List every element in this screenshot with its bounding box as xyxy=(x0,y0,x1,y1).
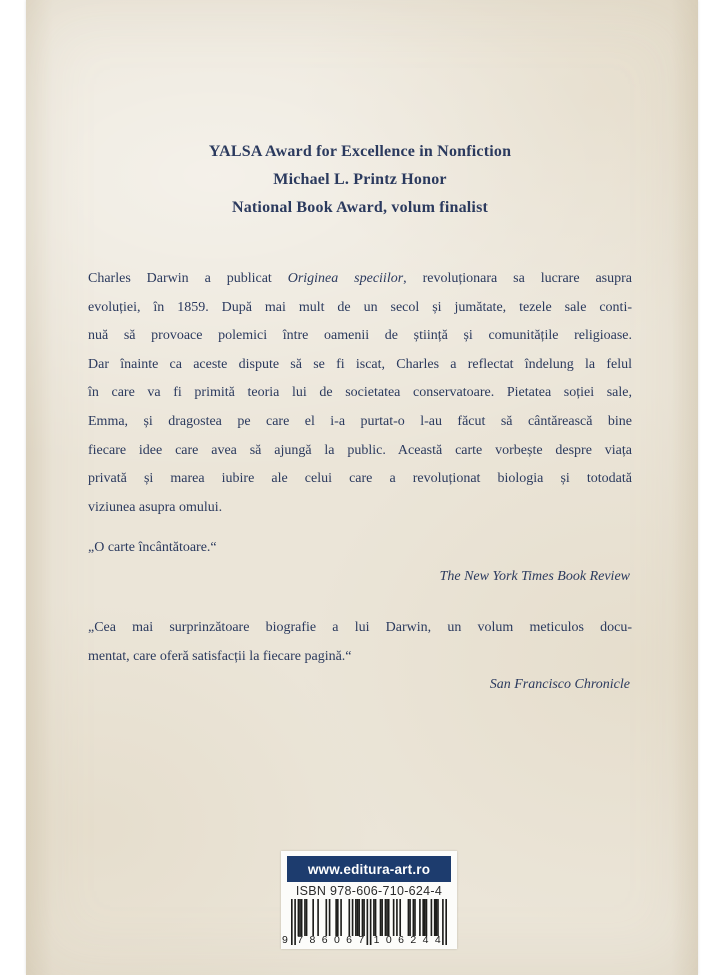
press-reviews xyxy=(88,534,632,700)
ean-right-digits xyxy=(374,934,441,946)
ean-digit: 4 xyxy=(422,934,429,946)
ean-digit: 7 xyxy=(358,934,365,946)
description-text: Dar înainte ca aceste dispute să se fi iscat, Charles a reflectat îndelung la felul xyxy=(88,356,632,372)
description-text: Charles Darwin a publicat xyxy=(88,271,288,286)
description-line-3 xyxy=(88,322,632,351)
description-text: Emma, și dragostea pe care el i-a purtat-o l-au făcut să cântărească bine xyxy=(88,413,632,429)
ean-left-digits xyxy=(297,934,364,946)
review-source: The New York Times Book Review xyxy=(439,568,630,584)
description-text: în care va fi primită teoria lui de societatea conservatoare. Pietatea soției sale, xyxy=(88,385,632,401)
description-line-1 xyxy=(88,265,632,294)
ean-digit: 7 xyxy=(297,934,304,946)
description-text: privată și marea iubire ale celui care a revoluționat biologia și totodată xyxy=(88,471,632,487)
description-line-7 xyxy=(88,437,632,466)
review-quote-line: mentat, care oferă satisfacții la fiecare pagină.“ xyxy=(88,648,352,664)
description-text: viziunea asupra omului. xyxy=(88,499,223,515)
scan-margin-left xyxy=(0,0,26,975)
ean-digit: 4 xyxy=(434,934,441,946)
description-line-6 xyxy=(88,408,632,437)
press-review-1 xyxy=(88,534,632,591)
description-text: nuă să provoace polemici între oamenii de știință și comunitățile religioase. xyxy=(88,328,632,344)
description-line-5 xyxy=(88,379,632,408)
book-description xyxy=(88,265,632,522)
ean-digit: 6 xyxy=(346,934,353,946)
publisher-website-banner xyxy=(287,856,451,882)
award-line-3: National Book Award, volum finalist xyxy=(231,199,489,216)
barcode-panel xyxy=(281,851,457,949)
description-line-4 xyxy=(88,351,632,380)
description-text: , revoluționara sa lucrare asupra xyxy=(403,271,633,286)
review-source: San Francisco Chronicle xyxy=(489,677,630,692)
award-line-1: YALSA Award for Excellence in Nonfiction xyxy=(208,143,512,160)
press-review-2 xyxy=(88,614,632,700)
description-text: fiecare idee care avea să ajungă la public. Această carte vorbește despre viața xyxy=(88,442,632,458)
description-text: evoluției, în 1859. După mai mult de un secol și jumătate, tezele sale conti- xyxy=(88,299,632,315)
isbn-label: ISBN 978-606-710-624-4 xyxy=(295,884,443,898)
ean-digit: 6 xyxy=(398,934,404,946)
ean-barcode xyxy=(282,899,447,947)
ean-digit: 2 xyxy=(410,934,417,946)
award-line-2: Michael L. Printz Honor xyxy=(273,171,447,188)
review-quote-line: „Cea mai surprinzătoare biografie a lui Darwin, un volum meticulos docu- xyxy=(88,620,632,635)
ean-digit: 0 xyxy=(385,934,392,946)
description-line-2 xyxy=(88,294,632,323)
publisher-website: www.editura-art.ro xyxy=(307,861,431,877)
ean-digit: 8 xyxy=(309,934,316,946)
ean-digit: 6 xyxy=(321,934,328,946)
description-line-8 xyxy=(88,465,632,494)
ean-first-digit: 9 xyxy=(282,934,288,946)
ean-digit: 0 xyxy=(333,934,340,946)
ean-digit: 1 xyxy=(373,934,380,946)
review-quote-line: „O carte încântătoare.“ xyxy=(88,540,217,555)
book-back-cover xyxy=(26,0,698,975)
scan-margin-right xyxy=(698,0,720,975)
description-line-9 xyxy=(88,494,632,523)
awards-block xyxy=(88,138,632,222)
book-title-italic: Originea speciilor xyxy=(287,271,404,286)
